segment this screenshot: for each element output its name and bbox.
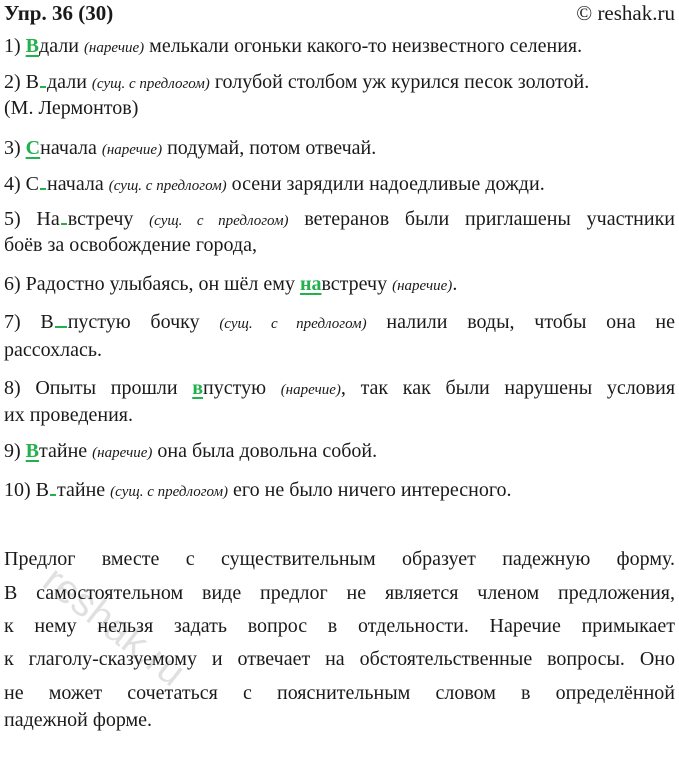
sentence-tail: подумай, потом отвечай.: [167, 137, 377, 159]
sentence-tail: осени зарядили надоедливые дожди.: [231, 173, 545, 195]
explanation-line-1: Предлог вместе с существительным образует падежную форму.: [4, 548, 675, 570]
highlight-prefix: на: [299, 273, 322, 295]
part-of-speech-note: (сущ. с предлогом): [91, 76, 210, 92]
item-7-line2: рассохлась.: [4, 339, 102, 361]
sentence-tail: .: [452, 273, 458, 295]
separate-spelling-mark: [40, 72, 46, 88]
item-number: 7) В: [4, 311, 54, 333]
separate-spelling-mark: [55, 312, 67, 328]
highlight-prefix: в: [192, 377, 204, 399]
part-of-speech-note: (наречие): [83, 40, 145, 56]
part-of-speech-note: (наречие): [280, 382, 341, 398]
item-1: [4, 34, 675, 60]
sentence-head: 8) Опыты прошли: [4, 377, 178, 399]
item-5-line2: боёв за освобождение города,: [4, 234, 257, 256]
item-9: [4, 439, 675, 465]
item-4: [4, 172, 675, 198]
sentence-tail: его не было ничего интересного.: [233, 479, 512, 501]
word: начала: [47, 173, 104, 195]
item-5: [4, 207, 675, 233]
item-number: 2) В: [4, 71, 39, 93]
word: тайне: [39, 440, 88, 462]
item-number: 10) В: [4, 479, 49, 501]
sentence-tail: налили воды, чтобы она не: [386, 311, 676, 333]
sentence-tail: мелькали огоньки какого-то неизвестного селения.: [149, 35, 583, 57]
item-number: 9): [4, 440, 21, 462]
explanation-line-4: к глаголу-сказуемому и отвечает на обстоятельственные вопросы. Оно: [4, 648, 675, 670]
highlight-prefix: В: [25, 440, 40, 462]
explanation-line-3: к нему нельзя задать вопрос в отдельности. Наречие примыкает: [4, 615, 675, 637]
item-number: 4) С: [4, 173, 39, 195]
item-number: 3): [4, 137, 21, 159]
sentence-tail: голубой столбом уж курился песок золотой.: [214, 71, 590, 93]
item-8: [4, 376, 675, 402]
item-6: [4, 272, 675, 298]
sentence-tail: , так как были нарушены условия: [340, 377, 676, 399]
separate-spelling-mark: [40, 174, 46, 190]
item-3: [4, 136, 675, 162]
word: дали: [47, 71, 87, 93]
explanation-line-5: не может сочетаться с пояснительным словом в определённой: [4, 682, 675, 704]
part-of-speech-note: (наречие): [92, 445, 153, 461]
word: встречу: [321, 273, 388, 295]
word: встречу: [67, 208, 134, 230]
word: пустую бочку: [67, 311, 200, 333]
explanation-line-2: В самостоятельном виде предлог не является членом предложения,: [4, 582, 675, 604]
sentence-tail: она была довольна собой.: [157, 440, 378, 462]
item-10: [4, 478, 675, 504]
item-7: [4, 310, 675, 336]
word: начала: [40, 137, 97, 159]
item-number: 1): [4, 35, 21, 57]
exercise-title: Упр. 36 (30): [4, 1, 114, 25]
highlight-prefix: С: [25, 137, 41, 159]
part-of-speech-note: (сущ. с предлогом): [219, 316, 367, 332]
item-8-line2: их проведения.: [4, 404, 134, 426]
item-number: 5) На: [4, 208, 60, 230]
separate-spelling-mark: [61, 209, 67, 225]
part-of-speech-note: (сущ. с предлогом): [149, 213, 289, 229]
highlight-prefix: В: [25, 35, 40, 57]
part-of-speech-note: (сущ. с предлогом): [110, 484, 229, 500]
copyright-label: © reshak.ru: [576, 1, 675, 25]
item-2-line2: (М. Лермонтов): [4, 97, 139, 119]
sentence-tail: ветеранов были приглашены участники: [304, 208, 676, 230]
part-of-speech-note: (наречие): [392, 278, 453, 294]
part-of-speech-note: (сущ. с предлогом): [108, 178, 227, 194]
item-2: [4, 70, 675, 96]
separate-spelling-mark: [50, 480, 56, 496]
explanation-line-6: падежной форме.: [4, 709, 153, 731]
word: тайне: [57, 479, 106, 501]
word: пустую: [203, 377, 267, 399]
word: дали: [39, 35, 79, 57]
sentence-head: 6) Радостно улыбаясь, он шёл ему: [4, 273, 295, 295]
part-of-speech-note: (наречие): [101, 142, 163, 158]
watermark: reshak.ru: [34, 557, 194, 695]
header: [4, 0, 675, 28]
